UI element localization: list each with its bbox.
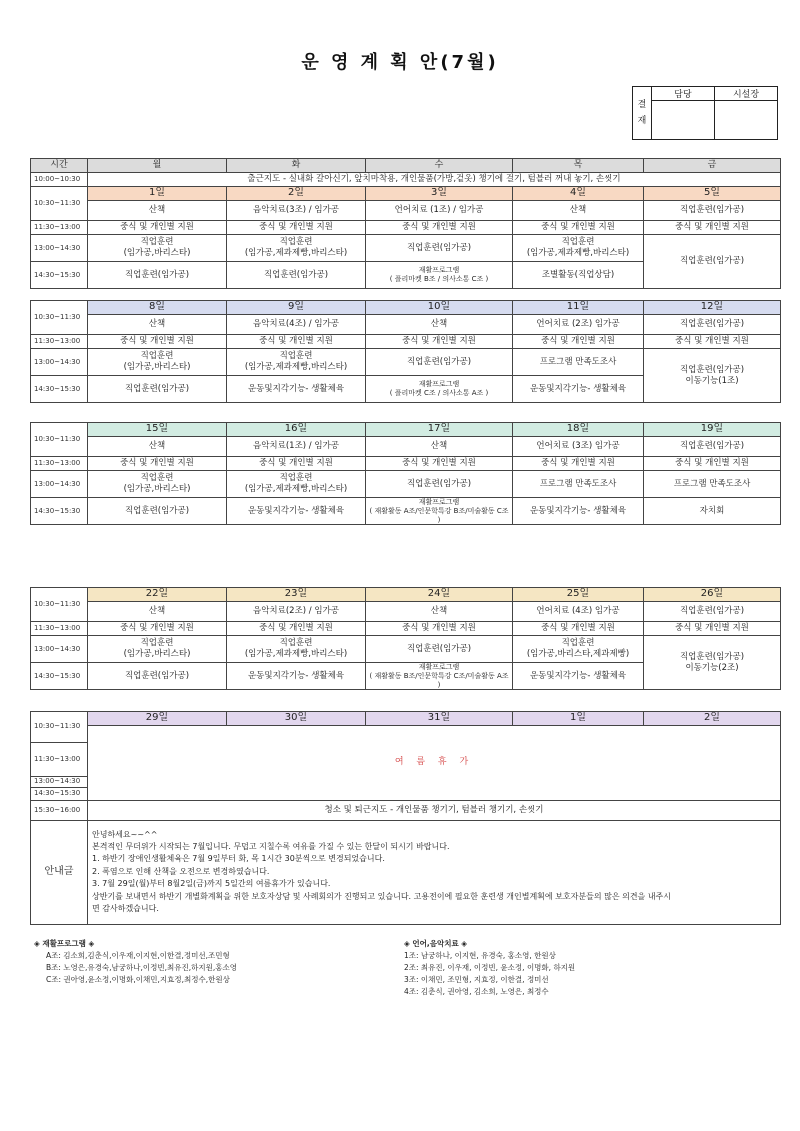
activity-cell: 직업훈련(임가공)	[88, 663, 227, 690]
lunch-cell: 중식 및 개인별 지원	[227, 622, 366, 636]
day-label: 4일	[513, 187, 644, 201]
lunch-cell: 중식 및 개인별 지원	[227, 457, 366, 471]
time-cell: 13:00~14:30	[31, 636, 88, 663]
time-cell: 11:30~13:00	[31, 742, 88, 776]
page-title: 운 영 계 획 안(7월)	[301, 52, 499, 73]
activity-cell: 산책	[513, 201, 644, 221]
week-block	[30, 422, 781, 525]
vacation-week	[30, 711, 781, 925]
activity-cell: 직업훈련 (임가공,제과제빵,바리스타)	[227, 636, 366, 663]
day-label: 18일	[513, 423, 644, 437]
legend-item: 3조: 이채민, 조민형, 지효정, 이한결, 정미선	[404, 975, 549, 984]
activity-cell: 직업훈련(임가공)	[88, 498, 227, 525]
time-cell: 11:30~13:00	[31, 457, 88, 471]
activity-cell: 언어치료 (4조) 임가공	[513, 602, 644, 622]
legend-item: B조: 노영은,유경숙,남궁하나,이정빈,최유진,하지원,홍소영	[46, 963, 237, 972]
day-label: 23일	[227, 588, 366, 602]
legend-item: 1조: 남궁하나, 이지현, 유경숙, 홍소영, 한원상	[404, 951, 556, 960]
notice-line: 1. 하반기 장애인생활체육은 7월 9일부터 화, 목 1시간 30분씩으로 변경되었습니다.	[92, 854, 385, 864]
lunch-cell: 중식 및 개인별 지원	[513, 221, 644, 235]
lunch-cell: 중식 및 개인별 지원	[644, 335, 781, 349]
activity-cell: 산책	[88, 201, 227, 221]
lunch-cell: 중식 및 개인별 지원	[227, 221, 366, 235]
notice-line: 본격적인 무더위가 시작되는 7월입니다. 무덥고 지칠수록 여유를 가질 수 있는 한달이 되시기 바랍니다.	[92, 842, 450, 852]
time-cell: 10:30~11:30	[31, 423, 88, 457]
activity-cell: 직업훈련 (임가공,제과제빵,바리스타)	[227, 471, 366, 498]
notice-line: 면 감사하겠습니다.	[92, 903, 159, 913]
time-cell: 14:30~15:30	[31, 787, 88, 800]
day-label: 5일	[644, 187, 781, 201]
activity-cell: 직업훈련 (임가공,바리스타)	[88, 471, 227, 498]
approval-sign-director[interactable]	[715, 101, 778, 140]
lunch-cell: 중식 및 개인별 지원	[88, 622, 227, 636]
day-label: 1일	[513, 712, 644, 726]
approval-sign-manager[interactable]	[652, 101, 715, 140]
time-cell: 13:00~14:30	[31, 471, 88, 498]
day-label: 17일	[366, 423, 513, 437]
activity-cell: 직업훈련(임가공)	[366, 235, 513, 262]
time-cell: 15:30~16:00	[31, 800, 88, 820]
header-tue: 화	[227, 159, 366, 173]
activity-cell: 직업훈련 (임가공,제과제빵,바리스타)	[227, 235, 366, 262]
week-block	[30, 300, 781, 403]
day-label: 30일	[227, 712, 366, 726]
time-cell: 13:00~14:30	[31, 349, 88, 376]
activity-cell: 운동및지각기능- 생활체육	[227, 498, 366, 525]
activity-cell: 직업훈련(임가공)	[644, 201, 781, 221]
activity-cell: 음악치료(4조) / 임가공	[227, 315, 366, 335]
day-label: 11일	[513, 301, 644, 315]
time-cell: 10:00~10:30	[31, 173, 88, 187]
day-label: 24일	[366, 588, 513, 602]
activity-cell: 재활프로그램 ( 재활활동 A조/인문학특강 B조/미술활동 C조 )	[366, 498, 513, 525]
time-cell: 11:30~13:00	[31, 221, 88, 235]
day-label: 16일	[227, 423, 366, 437]
activity-cell: 산책	[366, 315, 513, 335]
activity-cell: 직업훈련(임가공)	[644, 437, 781, 457]
lunch-cell: 중식 및 개인별 지원	[644, 622, 781, 636]
activity-cell: 운동및지각기능- 생활체육	[227, 376, 366, 403]
activity-cell: 직업훈련(임가공) 이동기능(2조)	[644, 636, 781, 690]
activity-cell: 직업훈련 (임가공,제과제빵,바리스타)	[227, 349, 366, 376]
day-label: 31일	[366, 712, 513, 726]
notice-line: 상반기를 보내면서 하반기 개별화계획을 위한 보호자상담 및 사례회의가 진행되고 있습니다. 고용전이에 필요한 훈련생 개인별계획에 보호자분들의 많은 의견을 내주시	[92, 891, 671, 901]
day-label: 12일	[644, 301, 781, 315]
activity-cell: 운동및지각기능- 생활체육	[227, 663, 366, 690]
approval-side-label: 결 재	[633, 87, 652, 140]
approval-col-manager: 담당	[652, 87, 715, 101]
activity-cell: 직업훈련(임가공)	[644, 235, 781, 289]
day-label: 3일	[366, 187, 513, 201]
lunch-cell: 중식 및 개인별 지원	[366, 457, 513, 471]
time-cell: 11:30~13:00	[31, 622, 88, 636]
approval-col-director: 시설장	[715, 87, 778, 101]
closing-guidance: 청소 및 퇴근지도 - 개인물품 챙기기, 텀블러 챙기기, 손씻기	[88, 800, 781, 820]
lunch-cell: 중식 및 개인별 지원	[513, 622, 644, 636]
lunch-cell: 중식 및 개인별 지원	[513, 457, 644, 471]
activity-cell: 운동및지각기능- 생활체육	[513, 498, 644, 525]
time-cell: 10:30~11:30	[31, 301, 88, 335]
day-label: 9일	[227, 301, 366, 315]
time-cell: 10:30~11:30	[31, 187, 88, 221]
legend-rehab-title: ◈ 재활프로그램 ◈	[34, 939, 95, 948]
lunch-cell: 중식 및 개인별 지원	[227, 335, 366, 349]
activity-cell: 운동및지각기능- 생활체육	[513, 376, 644, 403]
activity-cell: 직업훈련 (임가공,바리스타,제과제빵)	[513, 636, 644, 663]
activity-cell: 직업훈련(임가공)	[366, 349, 513, 376]
time-cell: 14:30~15:30	[31, 498, 88, 525]
time-cell: 10:30~11:30	[31, 588, 88, 622]
day-label: 19일	[644, 423, 781, 437]
day-label: 8일	[88, 301, 227, 315]
lunch-cell: 중식 및 개인별 지원	[644, 221, 781, 235]
notice-text	[88, 820, 781, 924]
lunch-cell: 중식 및 개인별 지원	[88, 457, 227, 471]
lunch-cell: 중식 및 개인별 지원	[366, 335, 513, 349]
day-label: 10일	[366, 301, 513, 315]
activity-cell: 직업훈련(임가공)	[227, 262, 366, 289]
activity-cell: 직업훈련(임가공) 이동기능(1조)	[644, 349, 781, 403]
activity-cell: 재활프로그램 ( 플리마켓 C조 / 의사소통 A조 )	[366, 376, 513, 403]
header-wed: 수	[366, 159, 513, 173]
activity-cell: 직업훈련 (임가공,제과제빵,바리스타)	[513, 235, 644, 262]
week-block	[30, 587, 781, 690]
activity-cell: 프로그램 만족도조사	[644, 471, 781, 498]
legend-item: 2조: 최유진, 이우재, 이정빈, 윤소정, 이명화, 하지원	[404, 963, 576, 972]
notice-line: 안녕하세요~~^^	[92, 829, 158, 839]
activity-cell: 재활프로그램 ( 플리마켓 B조 / 의사소통 C조 )	[366, 262, 513, 289]
day-label: 25일	[513, 588, 644, 602]
header-mon: 월	[88, 159, 227, 173]
activity-cell: 산책	[88, 437, 227, 457]
time-cell: 13:00~14:30	[31, 235, 88, 262]
lunch-cell: 중식 및 개인별 지원	[644, 457, 781, 471]
schedule-table-top	[30, 158, 781, 187]
activity-cell: 자치회	[644, 498, 781, 525]
time-cell: 11:30~13:00	[31, 335, 88, 349]
day-label: 22일	[88, 588, 227, 602]
activity-cell: 직업훈련 (임가공,바리스타)	[88, 349, 227, 376]
lunch-cell: 중식 및 개인별 지원	[513, 335, 644, 349]
activity-cell: 직업훈련(임가공)	[88, 262, 227, 289]
notice-line: 3. 7월 29일(월)부터 8월2일(금)까지 5일간의 여름휴가가 있습니다.	[92, 879, 331, 889]
activity-cell: 직업훈련(임가공)	[644, 315, 781, 335]
time-cell: 13:00~14:30	[31, 776, 88, 787]
time-cell: 14:30~15:30	[31, 663, 88, 690]
activity-cell: 직업훈련(임가공)	[644, 602, 781, 622]
arrival-guidance: 출근지도 - 실내화 갈아신기, 앞치마착용, 개인물품(가방,겉옷) 챙기에 걸기, 텀블러 꺼내 놓기, 손씻기	[88, 173, 781, 187]
day-label: 1일	[88, 187, 227, 201]
activity-cell: 산책	[88, 602, 227, 622]
legend-therapy	[404, 938, 575, 998]
activity-cell: 언어치료 (3조) 임가공	[513, 437, 644, 457]
activity-cell: 음악치료(2조) / 임가공	[227, 602, 366, 622]
approval-box	[632, 86, 778, 140]
activity-cell: 산책	[366, 437, 513, 457]
day-label: 2일	[227, 187, 366, 201]
lunch-cell: 중식 및 개인별 지원	[366, 622, 513, 636]
legend-item: 4조: 김춘식, 권아영, 김소희, 노영은, 최정수	[404, 987, 549, 996]
lunch-cell: 중식 및 개인별 지원	[366, 221, 513, 235]
legend-rehab	[34, 938, 237, 986]
activity-cell: 언어치료 (1조) / 임가공	[366, 201, 513, 221]
day-label: 26일	[644, 588, 781, 602]
header-fri: 금	[644, 159, 781, 173]
activity-cell: 프로그램 만족도조사	[513, 471, 644, 498]
lunch-cell: 중식 및 개인별 지원	[88, 221, 227, 235]
activity-cell: 직업훈련(임가공)	[88, 376, 227, 403]
activity-cell: 산책	[88, 315, 227, 335]
activity-cell: 운동및지각기능- 생활체육	[513, 663, 644, 690]
header-thu: 목	[513, 159, 644, 173]
legend-item: C조: 권아영,윤소정,이명화,이채민,지효정,최정수,한원상	[46, 975, 230, 984]
time-cell: 14:30~15:30	[31, 262, 88, 289]
lunch-cell: 중식 및 개인별 지원	[88, 335, 227, 349]
activity-cell: 직업훈련 (임가공,바리스타)	[88, 636, 227, 663]
week-block	[30, 186, 781, 289]
time-cell: 14:30~15:30	[31, 376, 88, 403]
header-time: 시간	[31, 159, 88, 173]
activity-cell: 재활프로그램 ( 재활활동 B조/인문학특강 C조/미술활동 A조 )	[366, 663, 513, 690]
notice-line: 2. 폭염으로 인해 산책을 오전으로 변경하였습니다.	[92, 866, 270, 876]
legend-therapy-title: ◈ 언어,음악치료 ◈	[404, 939, 468, 948]
activity-cell: 음악치료(3조) / 임가공	[227, 201, 366, 221]
activity-cell: 조별활동(직업상담)	[513, 262, 644, 289]
day-label: 29일	[88, 712, 227, 726]
activity-cell: 언어치료 (2조) 임가공	[513, 315, 644, 335]
activity-cell: 직업훈련(임가공)	[366, 471, 513, 498]
activity-cell: 직업훈련 (임가공,바리스타)	[88, 235, 227, 262]
summer-vacation: 여 름 휴 가	[88, 725, 781, 800]
time-cell: 10:30~11:30	[31, 712, 88, 743]
activity-cell: 직업훈련(임가공)	[366, 636, 513, 663]
activity-cell: 프로그램 만족도조사	[513, 349, 644, 376]
legend-item: A조: 김소희,김춘식,이우재,이지현,이한결,정미선,조민형	[46, 951, 230, 960]
day-label: 2일	[644, 712, 781, 726]
activity-cell: 산책	[366, 602, 513, 622]
day-label: 15일	[88, 423, 227, 437]
notice-label: 안내글	[31, 820, 88, 924]
activity-cell: 음악치료(1조) / 임가공	[227, 437, 366, 457]
